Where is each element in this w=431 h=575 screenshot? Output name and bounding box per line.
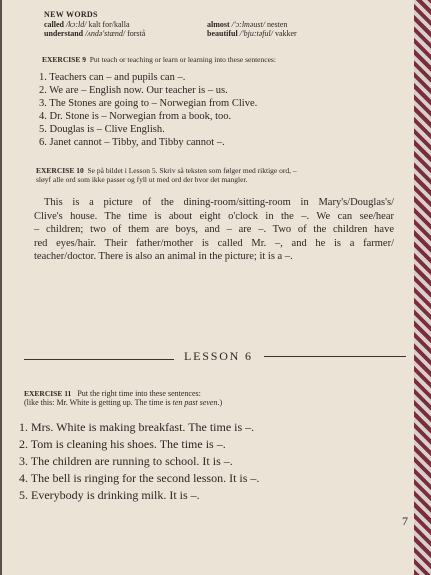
exercise-10-line: This is a picture of the dining-room/sitting-room in Mary's/Douglas's/ [44, 197, 394, 208]
exercise-10-line: teacher/doctor. There is also an animal in the picture; it is a –. [34, 251, 293, 262]
table-cloth-edge [414, 0, 431, 575]
exercise-11-heading: EXERCISE 11 Put the right time into these sentences: (like this: Mr. White is getting up. The time is ten past seven.) [24, 389, 223, 407]
exercise-9-sentences [39, 71, 257, 149]
exercise-10-heading: EXERCISE 10 Se på bildet i Lesson 5. Skriv så teksten som følger med riktige ord, – sløyf alle ord som ikke passer og fyll ut med ord der hvor det mangler. [36, 166, 297, 184]
exercise-9-item: 2. We are – English now. Our teacher is – us. [39, 85, 228, 96]
exercise-11-item: 5. Everybody is drinking milk. It is –. [19, 488, 200, 502]
exercise-9-item: 3. The Stones are going to – Norwegian from Clive. [39, 98, 258, 109]
exercise-11-item: 1. Mrs. White is making breakfast. The time is –. [19, 420, 255, 434]
new-words-section [44, 10, 297, 38]
exercise-9-heading: EXERCISE 9 Put teach or teaching or learn or learning into these sentences: [42, 55, 276, 64]
book-page [2, 0, 414, 575]
exercise-9-item: 1. Teachers can – and pupils can –. [39, 72, 186, 83]
vocab-entry: beautiful /'bju:təful/ vakker [207, 29, 297, 38]
lesson-rule-left [24, 359, 174, 360]
exercise-11-item: 3. The children are running to school. It is –. [19, 454, 233, 468]
exercise-9-item: 4. Dr. Stone is – Norwegian from a book, too. [39, 111, 232, 122]
exercise-11-sentences [19, 419, 259, 504]
exercise-10-line: red eyes/hair. Their father/mother is called Mr. –, and he is a farmer/ [34, 237, 394, 249]
exercise-10-line: Clive's house. The time is about eight o'clock in the –. We can see/hear [34, 210, 394, 222]
new-words-title: NEW WORDS [44, 10, 98, 19]
exercise-11-item: 4. The bell is ringing for the second lesson. It is –. [19, 471, 260, 485]
exercise-9-item: 5. Douglas is – Clive English. [39, 124, 165, 135]
exercise-11-item: 2. Tom is cleaning his shoes. The time is –. [19, 437, 226, 451]
exercise-10-line: – children; two of them are boys, and – are –. Two of the children have [34, 224, 394, 235]
exercise-10-text [34, 196, 394, 264]
lesson-heading: LESSON 6 [184, 349, 253, 363]
exercise-9-item: 6. Janet cannot – Tibby, and Tibby cannot –. [39, 137, 225, 148]
lesson-rule-right [264, 356, 406, 357]
vocab-entry: called /kɔ:ld/ kalt for/kalla [44, 20, 130, 29]
vocab-entry: almost /'ɔ:lməust/ nesten [207, 20, 288, 29]
vocab-entry: understand /ʌndə'stænd/ forstå [44, 29, 146, 38]
page-number: 7 [402, 514, 408, 528]
